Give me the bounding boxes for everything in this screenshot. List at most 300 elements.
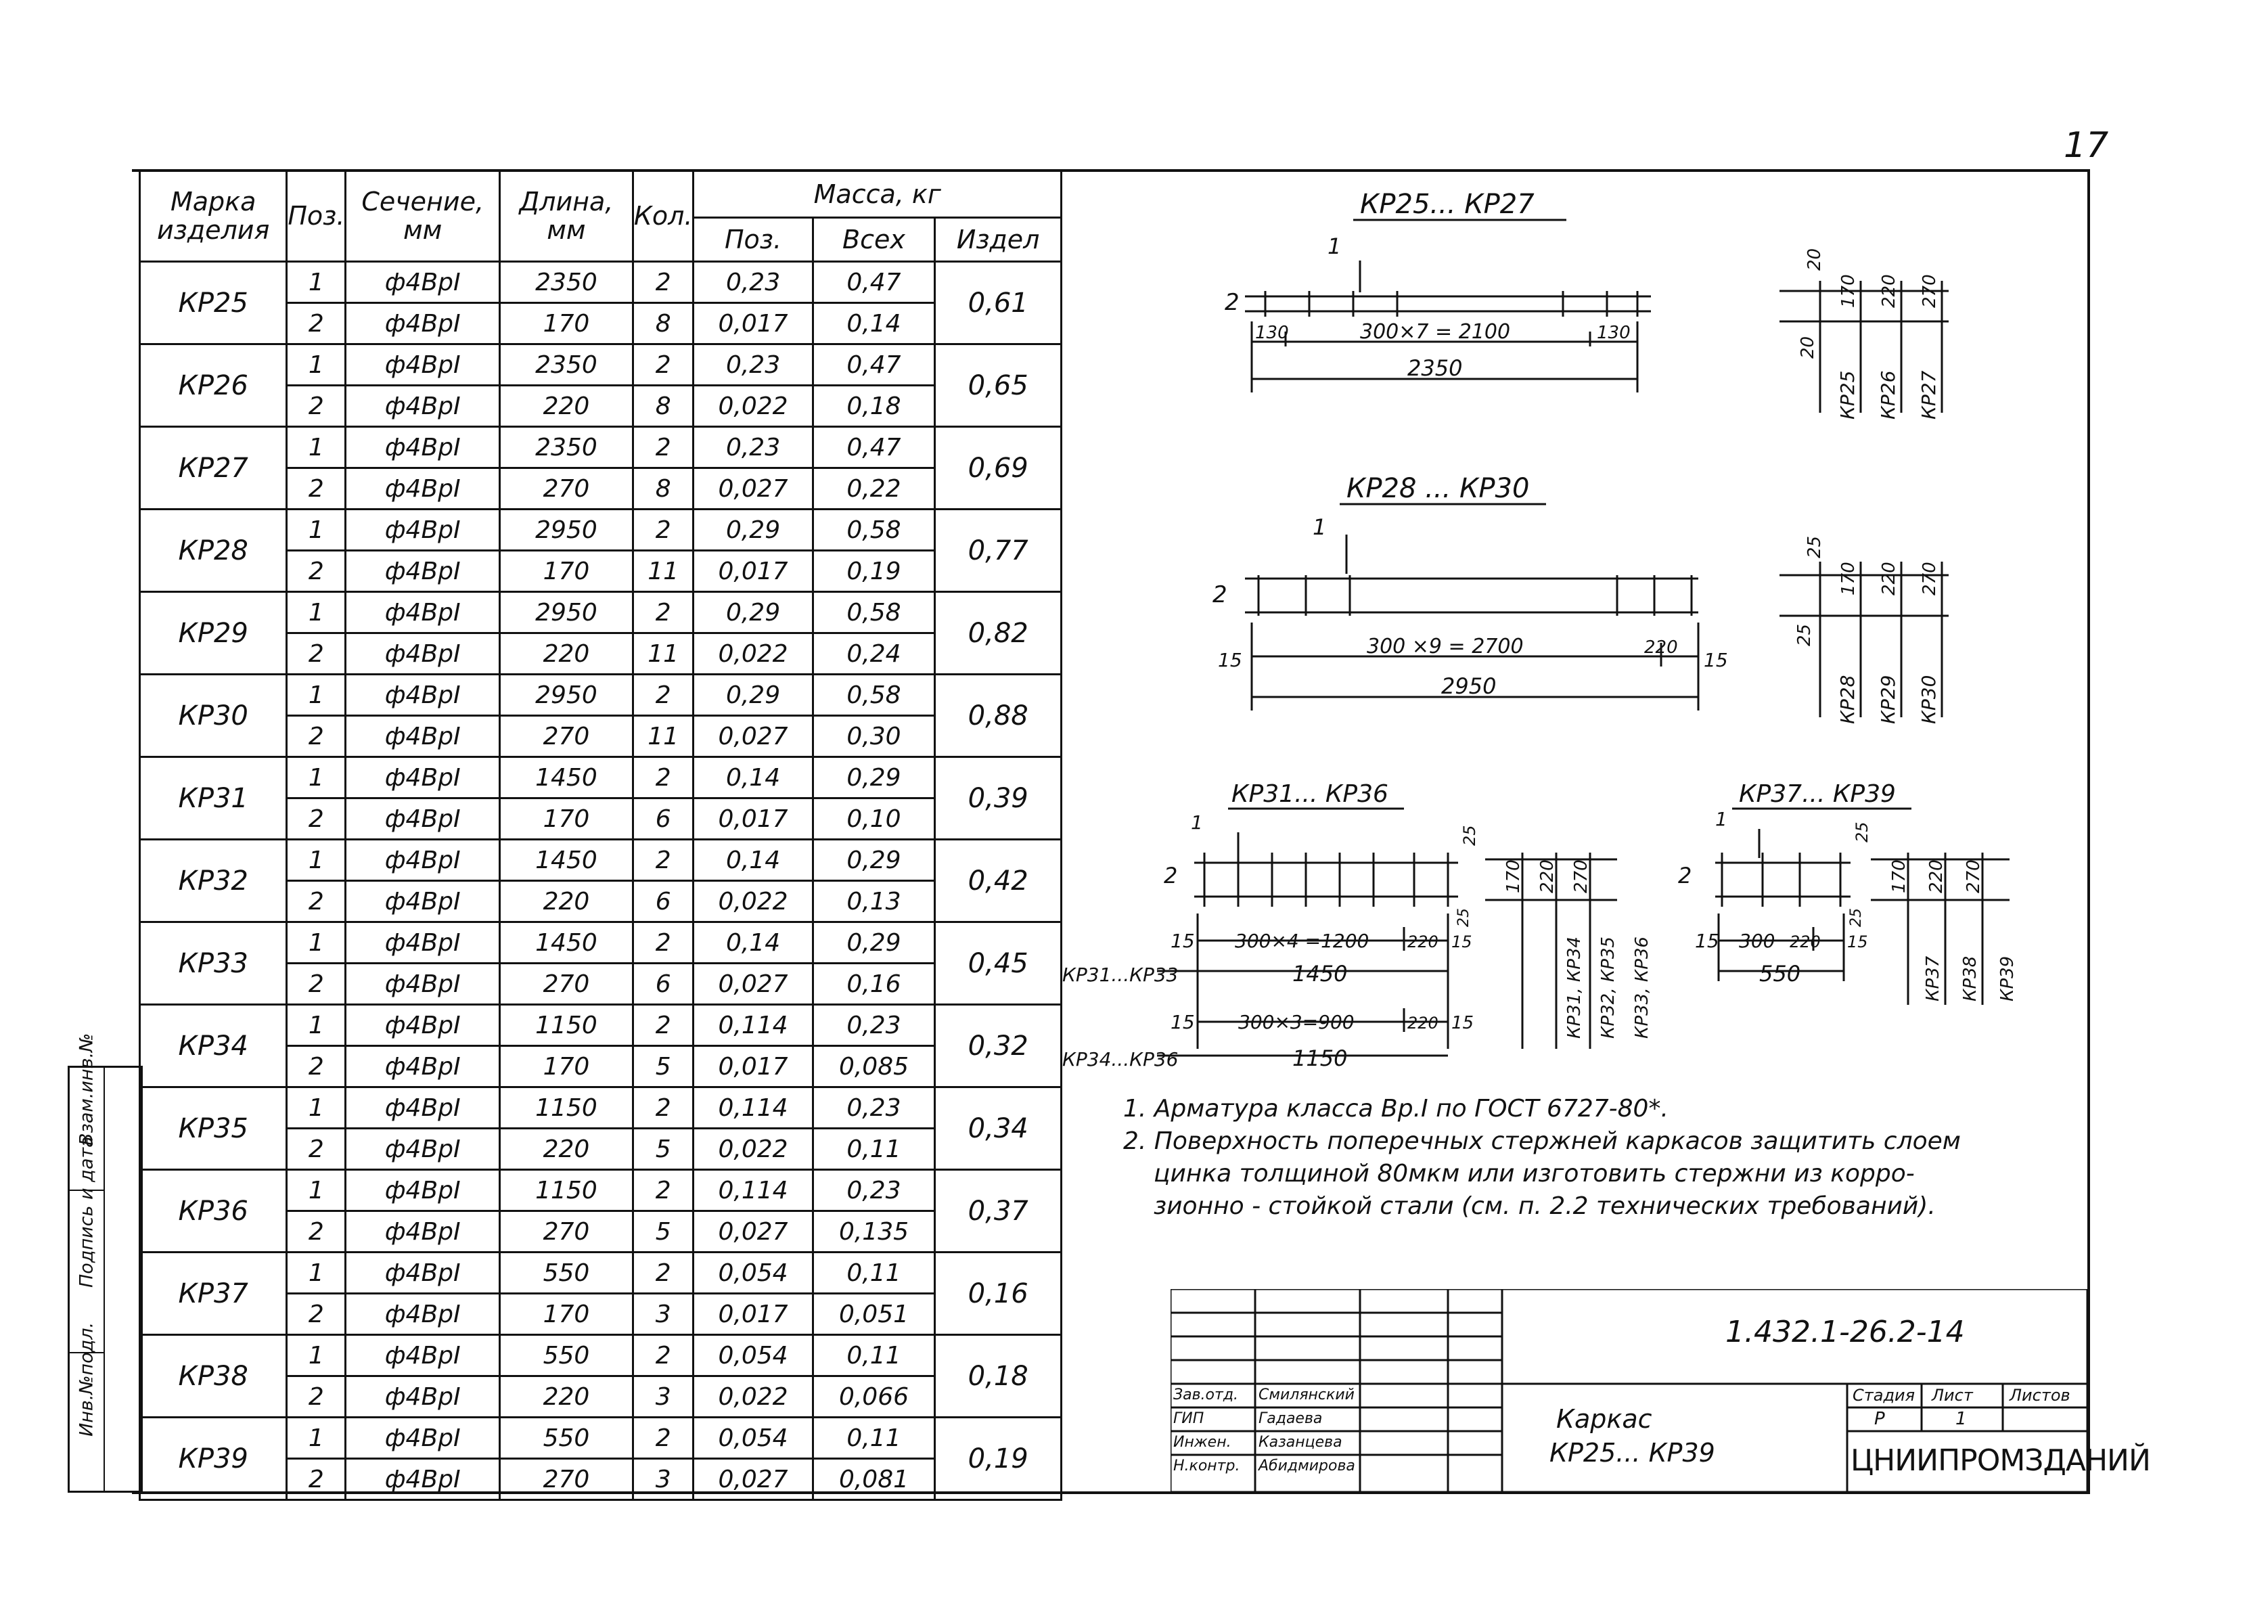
cell-length: 1450 xyxy=(499,840,633,881)
cell-section: ф4ВрI xyxy=(346,303,500,344)
item-mark: КР26 xyxy=(140,344,287,427)
frame-mark: КР31, КР34 xyxy=(1564,937,1585,1039)
position-callout: 1 xyxy=(1313,514,1327,540)
side-stamp-label: Подпись и дата xyxy=(76,1136,97,1288)
cell-mass-pos: 0,23 xyxy=(694,344,813,386)
cell-qty: 6 xyxy=(633,798,694,840)
header-mass-pos: Поз. xyxy=(694,218,813,262)
dimension-label: 300×4 =1200 xyxy=(1235,930,1369,952)
cell-mass-pos: 0,027 xyxy=(694,468,813,510)
header-pos: Поз. xyxy=(287,171,346,262)
cell-section: ф4ВрI xyxy=(346,262,500,303)
sheet-value: 1 xyxy=(1955,1409,1967,1429)
item-mass: 0,69 xyxy=(935,427,1062,510)
staff-role: Н.контр. xyxy=(1173,1458,1240,1474)
cell-mass-all: 0,47 xyxy=(813,427,935,468)
item-mass: 0,37 xyxy=(935,1170,1062,1253)
dimension-label: 15 xyxy=(1695,930,1719,952)
dimension-label: 25 xyxy=(1805,535,1825,558)
table-row xyxy=(140,757,1062,798)
table-row xyxy=(140,1087,1062,1129)
item-mark: КР28 xyxy=(140,510,287,592)
cell-pos: 1 xyxy=(287,427,346,468)
header-mark: Марка изделия xyxy=(140,171,287,262)
staff-name: Казанцева xyxy=(1258,1434,1342,1451)
item-mark: КР29 xyxy=(140,592,287,675)
header-length: Длина, мм xyxy=(499,171,633,262)
cell-length: 2350 xyxy=(499,427,633,468)
cell-pos: 2 xyxy=(287,881,346,922)
cell-qty: 2 xyxy=(633,262,694,303)
cell-qty: 2 xyxy=(633,1005,694,1046)
cell-mass-pos: 0,29 xyxy=(694,675,813,716)
cell-pos: 2 xyxy=(287,303,346,344)
cell-qty: 2 xyxy=(633,1335,694,1376)
title-block xyxy=(1171,1289,2150,1492)
item-mark: КР35 xyxy=(140,1087,287,1170)
cell-qty: 5 xyxy=(633,1046,694,1087)
cell-length: 170 xyxy=(499,798,633,840)
note-line: цинка толщиной 80мкм или изготовить стержни из корро- xyxy=(1154,1160,1915,1188)
dimension-label: 25 xyxy=(1848,908,1865,927)
cell-mass-all: 0,066 xyxy=(813,1376,935,1418)
cell-mass-all: 0,58 xyxy=(813,510,935,551)
cell-length: 2350 xyxy=(499,344,633,386)
cell-length: 1450 xyxy=(499,757,633,798)
frame-mark: КР39 xyxy=(1997,955,2018,1001)
cell-qty: 11 xyxy=(633,551,694,592)
cell-mass-all: 0,47 xyxy=(813,344,935,386)
cell-mass-all: 0,14 xyxy=(813,303,935,344)
item-mark: КР27 xyxy=(140,427,287,510)
position-callout: 2 xyxy=(1678,863,1692,888)
item-mark: КР37 xyxy=(140,1253,287,1335)
cell-qty: 3 xyxy=(633,1459,694,1500)
cell-mass-all: 0,22 xyxy=(813,468,935,510)
position-callout: 1 xyxy=(1715,808,1727,830)
cell-mass-pos: 0,054 xyxy=(694,1253,813,1294)
cell-pos: 1 xyxy=(287,1253,346,1294)
cell-section: ф4ВрI xyxy=(346,427,500,468)
cell-qty: 2 xyxy=(633,840,694,881)
cell-section: ф4ВрI xyxy=(346,344,500,386)
dimension-label: 270 xyxy=(1964,859,1984,893)
cell-section: ф4ВрI xyxy=(346,1376,500,1418)
table-row xyxy=(140,592,1062,633)
cell-length: 220 xyxy=(499,1376,633,1418)
frame-mark: КР32, КР35 xyxy=(1598,937,1618,1039)
table-row xyxy=(140,922,1062,964)
cell-qty: 6 xyxy=(633,964,694,1005)
cell-pos: 1 xyxy=(287,840,346,881)
cell-length: 1150 xyxy=(499,1087,633,1129)
cell-qty: 11 xyxy=(633,633,694,675)
dimension-label: 130 xyxy=(1597,323,1631,343)
cell-section: ф4ВрI xyxy=(346,1335,500,1376)
cell-pos: 2 xyxy=(287,386,346,427)
cell-mass-pos: 0,017 xyxy=(694,1046,813,1087)
dimension-label: 25 xyxy=(1460,825,1479,846)
sheet-label: Лист xyxy=(1932,1386,1973,1405)
cell-length: 220 xyxy=(499,633,633,675)
frame-mark: КР33, КР36 xyxy=(1632,937,1652,1039)
stage-value: Р xyxy=(1874,1409,1885,1429)
cell-mass-pos: 0,027 xyxy=(694,1459,813,1500)
item-mark: КР33 xyxy=(140,922,287,1005)
dimension-label: 300×7 = 2100 xyxy=(1360,320,1511,344)
cell-pos: 2 xyxy=(287,798,346,840)
cell-mass-all: 0,47 xyxy=(813,262,935,303)
cell-pos: 1 xyxy=(287,1170,346,1211)
table-row xyxy=(140,1005,1062,1046)
dimension-label: 220 xyxy=(1537,859,1558,893)
cell-pos: 1 xyxy=(287,1418,346,1459)
item-mark: КР30 xyxy=(140,675,287,757)
cell-length: 170 xyxy=(499,1294,633,1335)
frame-mark: КР26 xyxy=(1877,370,1899,420)
header-mass-all: Всех xyxy=(813,218,935,262)
cell-mass-pos: 0,027 xyxy=(694,964,813,1005)
position-callout: 1 xyxy=(1328,233,1342,259)
dimension-label: 170 xyxy=(1838,274,1859,308)
item-mass: 0,61 xyxy=(935,262,1062,344)
cell-pos: 1 xyxy=(287,922,346,964)
cell-section: ф4ВрI xyxy=(346,633,500,675)
staff-name: Гадаева xyxy=(1258,1410,1323,1427)
cell-qty: 2 xyxy=(633,757,694,798)
item-mark: КР32 xyxy=(140,840,287,922)
cell-pos: 2 xyxy=(287,468,346,510)
position-callout: 2 xyxy=(1225,289,1240,316)
cell-section: ф4ВрI xyxy=(346,468,500,510)
dimension-label: 220 xyxy=(1879,562,1899,595)
dimension-label: 270 xyxy=(1920,274,1940,308)
cell-length: 170 xyxy=(499,551,633,592)
cell-mass-all: 0,58 xyxy=(813,592,935,633)
side-stamp-label: Взам.инв.№ xyxy=(76,1033,97,1146)
item-mass: 0,34 xyxy=(935,1087,1062,1170)
cell-section: ф4ВрI xyxy=(346,1087,500,1129)
cell-qty: 6 xyxy=(633,881,694,922)
cell-mass-all: 0,23 xyxy=(813,1005,935,1046)
cell-section: ф4ВрI xyxy=(346,1418,500,1459)
staff-name: Смилянский xyxy=(1258,1386,1355,1403)
cell-mass-all: 0,081 xyxy=(813,1459,935,1500)
cell-mass-pos: 0,022 xyxy=(694,633,813,675)
cell-pos: 2 xyxy=(287,716,346,757)
cell-mass-all: 0,29 xyxy=(813,757,935,798)
cell-length: 270 xyxy=(499,1211,633,1253)
frame-group-tag: КР34...КР36 xyxy=(1062,1048,1179,1070)
cell-length: 550 xyxy=(499,1253,633,1294)
cell-mass-all: 0,13 xyxy=(813,881,935,922)
dimension-label: 15 xyxy=(1451,1013,1474,1033)
cell-mass-pos: 0,027 xyxy=(694,716,813,757)
item-mark: КР36 xyxy=(140,1170,287,1253)
cell-length: 2350 xyxy=(499,262,633,303)
dimension-label: 170 xyxy=(1838,562,1859,595)
table-row xyxy=(140,1335,1062,1376)
cell-pos: 1 xyxy=(287,1087,346,1129)
item-mass: 0,42 xyxy=(935,840,1062,922)
cell-mass-pos: 0,114 xyxy=(694,1005,813,1046)
header-section: Сечение, мм xyxy=(346,171,500,262)
item-mass: 0,39 xyxy=(935,757,1062,840)
cell-length: 220 xyxy=(499,1129,633,1170)
frame-mark: КР38 xyxy=(1960,955,1980,1001)
cell-length: 170 xyxy=(499,1046,633,1087)
frame-mark: КР37 xyxy=(1923,955,1943,1001)
dimension-label: 15 xyxy=(1218,649,1242,671)
cell-qty: 2 xyxy=(633,922,694,964)
dimension-label: 170 xyxy=(1889,859,1909,893)
cell-mass-pos: 0,017 xyxy=(694,551,813,592)
position-callout: 2 xyxy=(1212,581,1227,608)
dimension-label: 220 xyxy=(1407,1014,1438,1033)
cell-qty: 5 xyxy=(633,1211,694,1253)
cell-mass-all: 0,23 xyxy=(813,1170,935,1211)
drawing-title: КР28 ... КР30 xyxy=(1346,473,1530,504)
document-title: Каркас xyxy=(1556,1404,1652,1434)
cell-mass-all: 0,23 xyxy=(813,1087,935,1129)
cell-pos: 2 xyxy=(287,1294,346,1335)
cell-section: ф4ВрI xyxy=(346,1046,500,1087)
cell-section: ф4ВрI xyxy=(346,1459,500,1500)
frame-mark: КР27 xyxy=(1918,370,1940,420)
cell-mass-all: 0,10 xyxy=(813,798,935,840)
table-row xyxy=(140,344,1062,386)
table-row xyxy=(140,675,1062,716)
dimension-label: 15 xyxy=(1704,649,1728,671)
cell-mass-all: 0,135 xyxy=(813,1211,935,1253)
technical-notes xyxy=(1123,1093,2084,1223)
page-number: 17 xyxy=(2064,125,2109,166)
dimension-label: 25 xyxy=(1794,623,1815,646)
cell-mass-pos: 0,022 xyxy=(694,881,813,922)
dimension-label: 2950 xyxy=(1441,673,1497,699)
cell-pos: 2 xyxy=(287,1211,346,1253)
specification-table xyxy=(139,169,1062,1501)
cell-mass-all: 0,11 xyxy=(813,1418,935,1459)
dimension-label: 1450 xyxy=(1292,961,1348,987)
dimension-label: 220 xyxy=(1879,274,1899,308)
cell-length: 270 xyxy=(499,716,633,757)
cell-section: ф4ВрI xyxy=(346,1005,500,1046)
organization: ЦНИИПРОМЗДАНИЙ xyxy=(1851,1443,2150,1478)
item-mass: 0,32 xyxy=(935,1005,1062,1087)
drawing-title: КР31... КР36 xyxy=(1231,780,1388,808)
header-qty: Кол. xyxy=(633,171,694,262)
cell-mass-pos: 0,017 xyxy=(694,1294,813,1335)
document-subtitle: КР25... КР39 xyxy=(1549,1438,1715,1468)
note-line: 2. Поверхность поперечных стержней каркасов защитить слоем xyxy=(1123,1127,1961,1155)
position-callout: 2 xyxy=(1164,863,1178,888)
cell-section: ф4ВрI xyxy=(346,798,500,840)
cell-mass-pos: 0,114 xyxy=(694,1087,813,1129)
cell-qty: 2 xyxy=(633,344,694,386)
dimension-label: 25 xyxy=(1455,908,1472,927)
dimension-label: 170 xyxy=(1503,859,1524,893)
side-stamp-label: Инв.№подл. xyxy=(76,1322,97,1437)
cell-mass-pos: 0,23 xyxy=(694,427,813,468)
table-row xyxy=(140,262,1062,303)
side-stamp xyxy=(68,1033,143,1493)
cell-section: ф4ВрI xyxy=(346,1294,500,1335)
cell-pos: 2 xyxy=(287,1046,346,1087)
cell-pos: 1 xyxy=(287,1005,346,1046)
cell-section: ф4ВрI xyxy=(346,840,500,881)
cell-pos: 2 xyxy=(287,633,346,675)
cell-qty: 2 xyxy=(633,1170,694,1211)
dimension-label: 15 xyxy=(1451,932,1472,951)
cell-length: 2950 xyxy=(499,675,633,716)
cell-mass-all: 0,30 xyxy=(813,716,935,757)
dimension-label: 300×3=900 xyxy=(1238,1011,1355,1033)
cell-section: ф4ВрI xyxy=(346,592,500,633)
note-line: зионно - стойкой стали (см. п. 2.2 технических требований). xyxy=(1154,1192,1936,1220)
item-mass: 0,77 xyxy=(935,510,1062,592)
dimension-label: 550 xyxy=(1759,961,1801,987)
cell-mass-all: 0,29 xyxy=(813,840,935,881)
dimension-label: 1150 xyxy=(1292,1045,1348,1071)
frame-mark: КР28 xyxy=(1836,675,1859,724)
cell-mass-pos: 0,022 xyxy=(694,386,813,427)
cell-mass-pos: 0,14 xyxy=(694,840,813,881)
cell-mass-pos: 0,022 xyxy=(694,1376,813,1418)
cell-pos: 2 xyxy=(287,1376,346,1418)
cell-mass-pos: 0,29 xyxy=(694,510,813,551)
dimension-label: 220 xyxy=(1644,637,1678,658)
dimension-label: 270 xyxy=(1920,562,1940,595)
dimension-label: 300 ×9 = 2700 xyxy=(1367,635,1524,658)
dimension-label: 300 xyxy=(1739,930,1775,952)
dimension-label: 15 xyxy=(1171,1011,1195,1033)
cell-length: 220 xyxy=(499,881,633,922)
cell-section: ф4ВрI xyxy=(346,757,500,798)
cell-length: 1150 xyxy=(499,1170,633,1211)
cell-qty: 3 xyxy=(633,1376,694,1418)
cell-mass-pos: 0,017 xyxy=(694,303,813,344)
cell-qty: 2 xyxy=(633,1418,694,1459)
cell-mass-all: 0,11 xyxy=(813,1253,935,1294)
item-mass: 0,45 xyxy=(935,922,1062,1005)
table-row xyxy=(140,427,1062,468)
cell-pos: 1 xyxy=(287,510,346,551)
drawing-title: КР37... КР39 xyxy=(1739,780,1896,808)
item-mark: КР31 xyxy=(140,757,287,840)
cell-section: ф4ВрI xyxy=(346,1129,500,1170)
cell-qty: 8 xyxy=(633,386,694,427)
frame-mark: КР29 xyxy=(1877,675,1899,724)
cell-length: 270 xyxy=(499,964,633,1005)
cell-section: ф4ВрI xyxy=(346,675,500,716)
staff-role: Зав.отд. xyxy=(1173,1386,1239,1403)
table-row xyxy=(140,1418,1062,1459)
table-row xyxy=(140,510,1062,551)
stage-label: Стадия xyxy=(1853,1386,1915,1405)
cell-pos: 1 xyxy=(287,262,346,303)
cell-mass-all: 0,051 xyxy=(813,1294,935,1335)
item-mass: 0,65 xyxy=(935,344,1062,427)
staff-role: Инжен. xyxy=(1173,1434,1231,1451)
cell-mass-all: 0,19 xyxy=(813,551,935,592)
dimension-label: 20 xyxy=(1798,336,1818,359)
cell-length: 2950 xyxy=(499,592,633,633)
item-mass: 0,18 xyxy=(935,1335,1062,1418)
cell-mass-pos: 0,022 xyxy=(694,1129,813,1170)
cell-mass-pos: 0,14 xyxy=(694,922,813,964)
dimension-label: 15 xyxy=(1847,932,1868,951)
dimension-label: 20 xyxy=(1805,248,1825,271)
item-mark: КР39 xyxy=(140,1418,287,1500)
cell-pos: 2 xyxy=(287,551,346,592)
cell-section: ф4ВрI xyxy=(346,510,500,551)
cell-qty: 8 xyxy=(633,303,694,344)
item-mark: КР38 xyxy=(140,1335,287,1418)
cell-pos: 1 xyxy=(287,592,346,633)
frame-mark: КР25 xyxy=(1836,370,1859,420)
cell-length: 550 xyxy=(499,1335,633,1376)
item-mark: КР25 xyxy=(140,262,287,344)
cell-mass-pos: 0,054 xyxy=(694,1418,813,1459)
cell-length: 270 xyxy=(499,468,633,510)
cell-mass-all: 0,16 xyxy=(813,964,935,1005)
cell-section: ф4ВрI xyxy=(346,881,500,922)
cell-length: 2950 xyxy=(499,510,633,551)
table-row xyxy=(140,1253,1062,1294)
cell-qty: 2 xyxy=(633,427,694,468)
cell-pos: 2 xyxy=(287,1129,346,1170)
cell-mass-pos: 0,23 xyxy=(694,262,813,303)
cell-pos: 1 xyxy=(287,1335,346,1376)
item-mass: 0,82 xyxy=(935,592,1062,675)
frame-mark: КР30 xyxy=(1918,675,1940,724)
cell-qty: 2 xyxy=(633,1253,694,1294)
cell-mass-all: 0,11 xyxy=(813,1335,935,1376)
cell-section: ф4ВрI xyxy=(346,1211,500,1253)
dimension-label: 15 xyxy=(1171,930,1195,952)
staff-role: ГИП xyxy=(1173,1410,1204,1427)
cell-mass-all: 0,11 xyxy=(813,1129,935,1170)
cell-qty: 2 xyxy=(633,510,694,551)
cell-length: 1150 xyxy=(499,1005,633,1046)
dimension-label: 130 xyxy=(1255,323,1289,343)
staff-name: Абидмирова xyxy=(1258,1458,1355,1474)
document-code: 1.432.1-26.2-14 xyxy=(1725,1315,1965,1349)
dimension-label: 2350 xyxy=(1407,355,1463,381)
item-mass: 0,88 xyxy=(935,675,1062,757)
drawing-title: КР25... КР27 xyxy=(1360,189,1535,220)
cell-mass-all: 0,085 xyxy=(813,1046,935,1087)
cell-qty: 11 xyxy=(633,716,694,757)
cell-section: ф4ВрI xyxy=(346,716,500,757)
cell-pos: 2 xyxy=(287,1459,346,1500)
cell-section: ф4ВрI xyxy=(346,386,500,427)
table-row xyxy=(140,1170,1062,1211)
cell-qty: 5 xyxy=(633,1129,694,1170)
cell-section: ф4ВрI xyxy=(346,1253,500,1294)
specification-body xyxy=(140,262,1062,1500)
item-mass: 0,16 xyxy=(935,1253,1062,1335)
cell-qty: 3 xyxy=(633,1294,694,1335)
dimension-label: 270 xyxy=(1571,859,1591,893)
item-mass: 0,19 xyxy=(935,1418,1062,1500)
cell-mass-all: 0,58 xyxy=(813,675,935,716)
side-stamp-cell xyxy=(70,1322,104,1491)
sheets-label: Листов xyxy=(2010,1386,2070,1405)
cell-qty: 8 xyxy=(633,468,694,510)
cell-qty: 2 xyxy=(633,592,694,633)
